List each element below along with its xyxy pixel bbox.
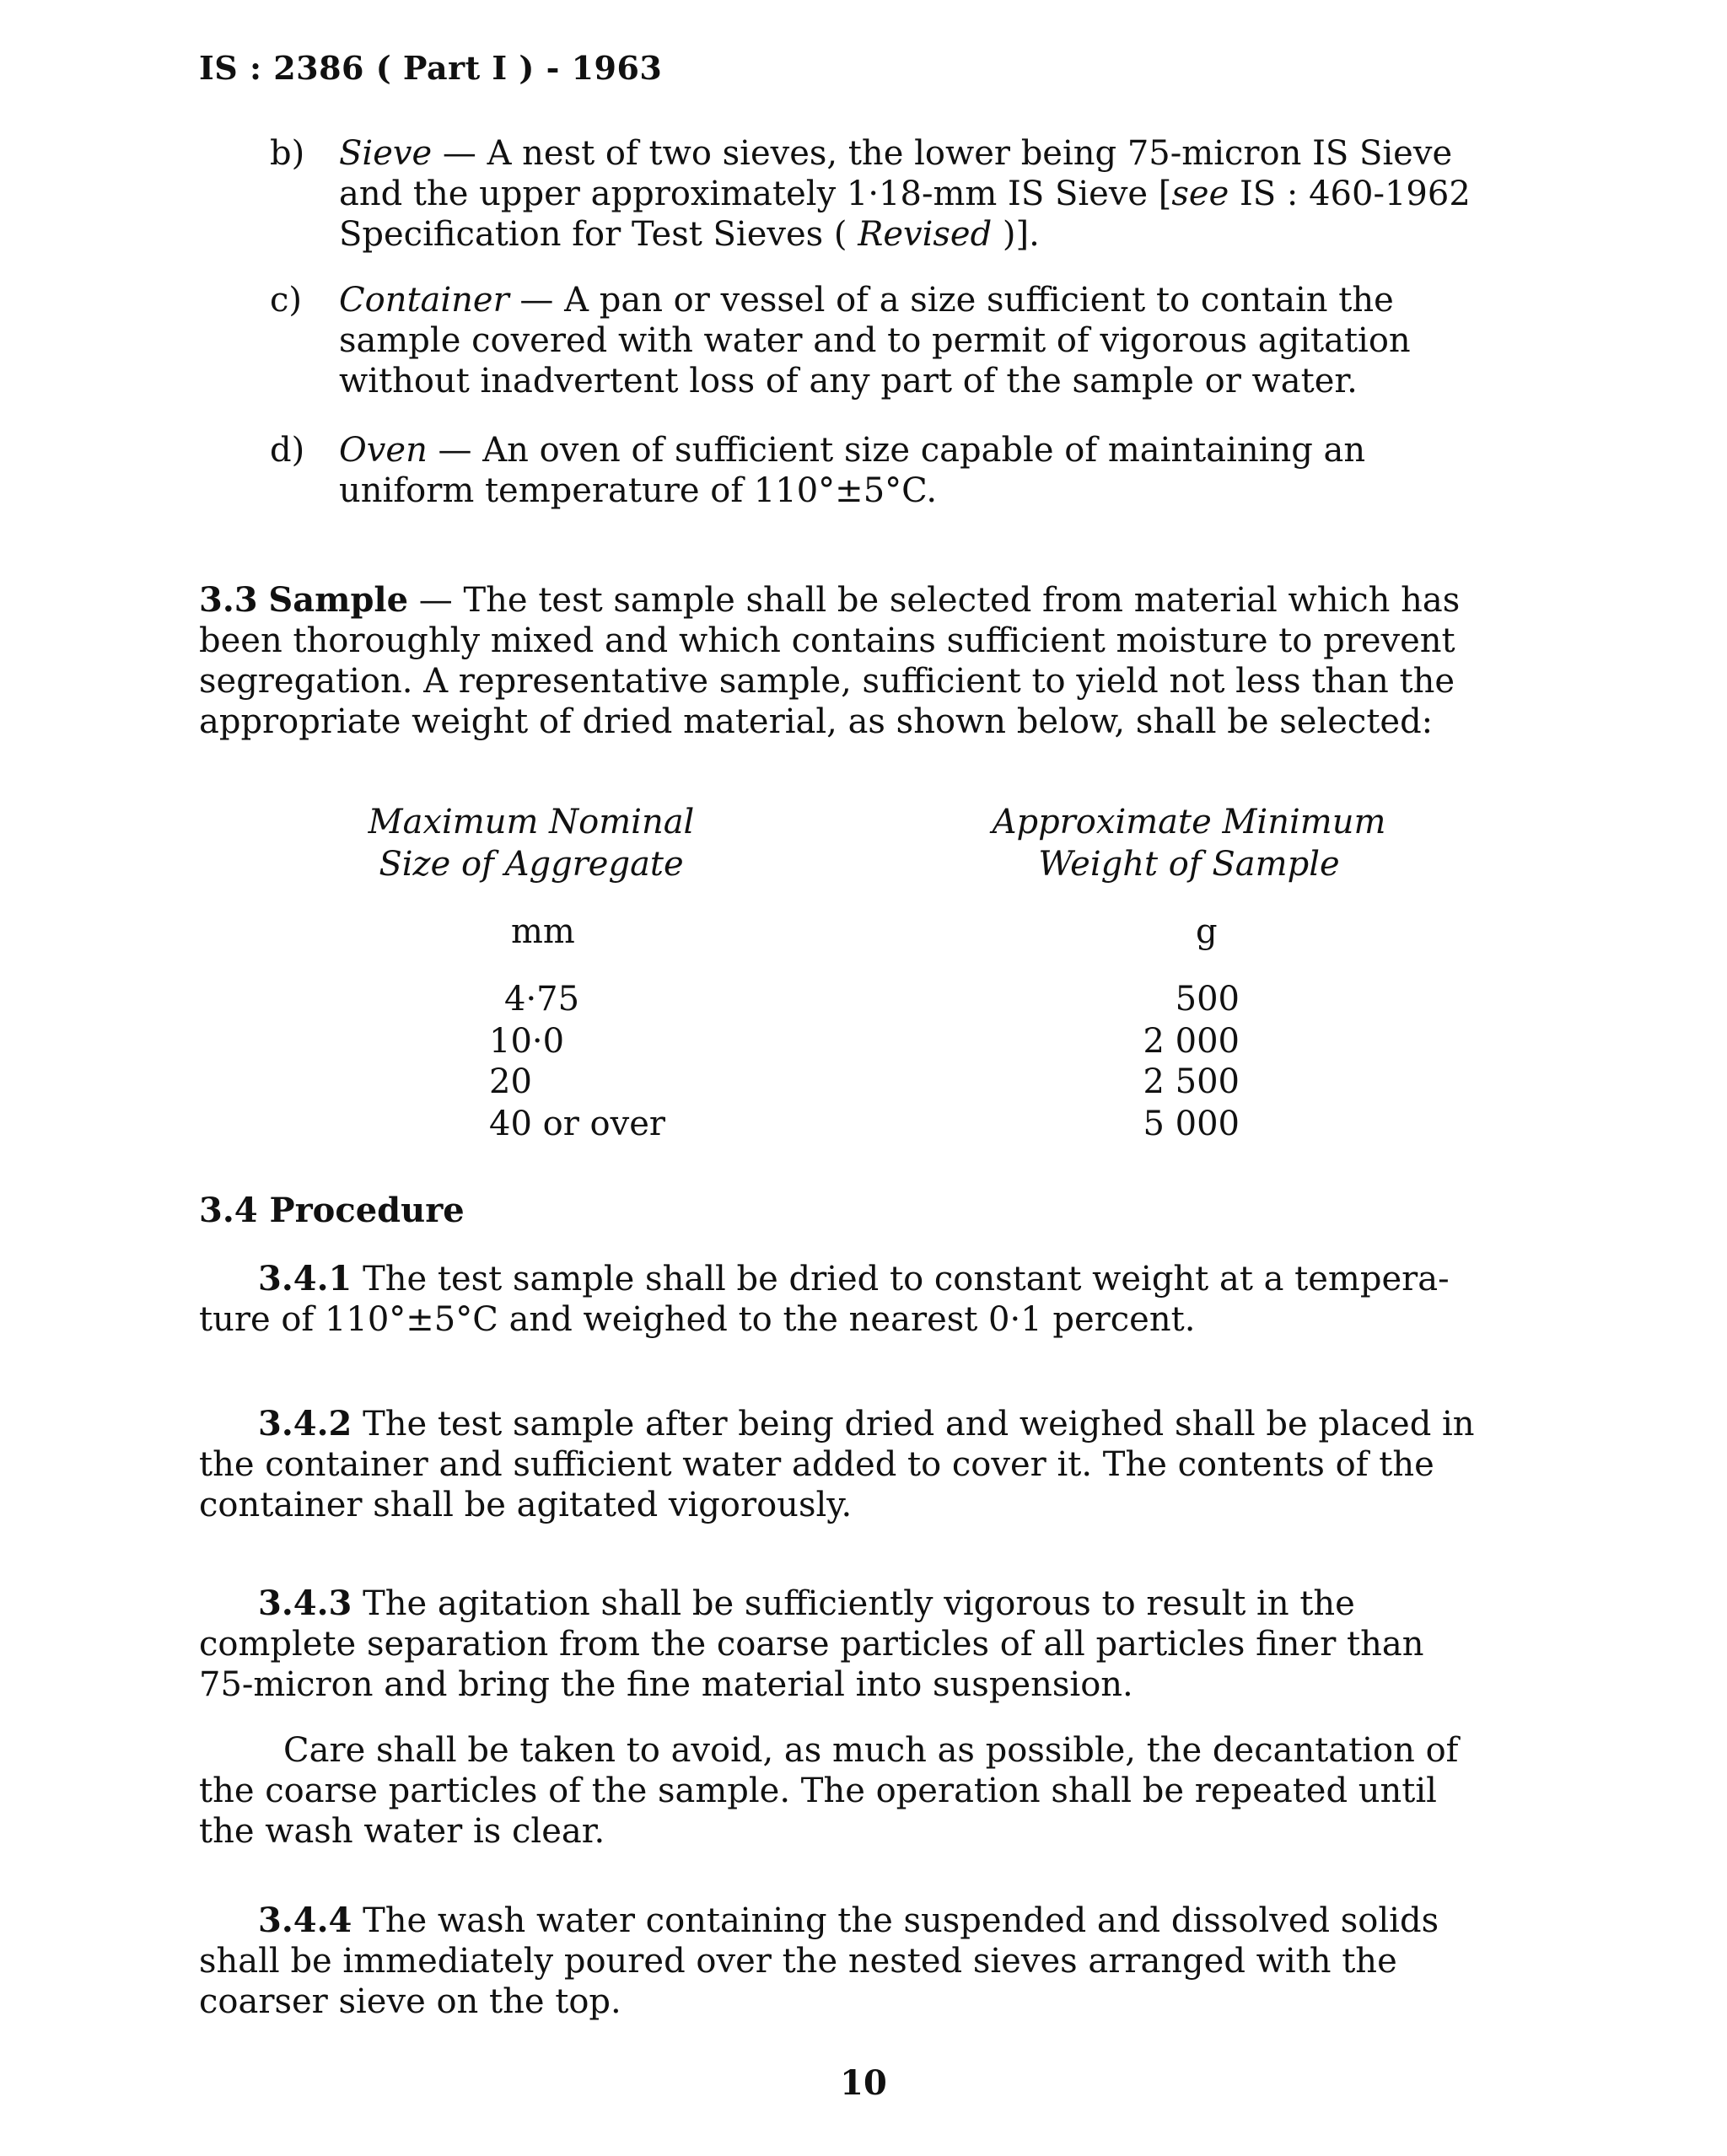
paragraph-3-4-3 xyxy=(199,1583,1540,1705)
text-line: container shall be agitated vigorously. xyxy=(199,1486,853,1524)
text-line xyxy=(339,430,1545,470)
text-line: segregation. A representative sample, sufficient to yield not less than the xyxy=(199,662,1455,701)
text-line: the container and sufficient water added to cover it. The contents of the xyxy=(199,1445,1434,1484)
text-line: coarser sieve on the top. xyxy=(199,1982,621,2021)
section-sample xyxy=(199,580,1540,742)
heading-line: Approximate Minimum xyxy=(992,803,1386,841)
paragraph-3-4-1 xyxy=(199,1259,1540,1340)
table-cell-weight: 5 000 xyxy=(1143,1105,1240,1143)
section-procedure-heading: 3.4 Procedure xyxy=(199,1191,465,1230)
paragraph-3-4-4 xyxy=(199,1901,1540,2022)
text-line: been thoroughly mixed and which contains sufficient moisture to prevent xyxy=(199,621,1455,660)
text-line: without inadvertent loss of any part of the sample or water. xyxy=(339,362,1358,401)
section-number: 3.3 xyxy=(199,580,258,620)
list-item-body xyxy=(339,133,1545,255)
paragraph-3-4-3-continued xyxy=(199,1730,1540,1852)
text-line: uniform temperature of 110°±5°C. xyxy=(339,471,938,510)
text-line xyxy=(339,174,1545,214)
table-cell-size: 20 xyxy=(489,1062,532,1101)
text-span: Specification for Test Sieves ( xyxy=(339,215,858,254)
text-span: The test sample shall be dried to constant weight at a tempera- xyxy=(352,1260,1450,1298)
table-cell-size: 4·75 xyxy=(504,980,580,1019)
paragraph-number: 3.4.1 xyxy=(258,1259,352,1298)
list-marker: c) xyxy=(270,281,303,320)
text-line xyxy=(199,1404,1540,1444)
paragraph-number: 3.4.4 xyxy=(258,1901,352,1940)
text-span: and the upper approximately 1·18-mm IS Sieve [ xyxy=(339,175,1172,213)
revised-note: Revised xyxy=(858,215,993,254)
table-cell-weight: 2 000 xyxy=(1143,1022,1240,1061)
section-title: Sample xyxy=(268,580,409,620)
paragraph-number: 3.4.3 xyxy=(258,1583,352,1623)
table-cell-size: 10·0 xyxy=(489,1022,565,1061)
text-line: shall be immediately poured over the nested sieves arranged with the xyxy=(199,1942,1397,1981)
text-line: sample covered with water and to permit of vigorous agitation xyxy=(339,321,1411,360)
list-marker: d) xyxy=(270,431,305,470)
text-line xyxy=(199,580,1540,621)
see-reference: see xyxy=(1171,175,1229,213)
table-col1-heading xyxy=(320,801,742,885)
text-line xyxy=(199,1901,1540,1941)
text-line: 75-micron and bring the fine material into suspension. xyxy=(199,1665,1133,1704)
heading-line: Size of Aggregate xyxy=(379,845,684,884)
text-span: )]. xyxy=(992,215,1040,254)
text-span: The test sample after being dried and weighed shall be placed in xyxy=(352,1405,1475,1444)
list-item-body xyxy=(339,280,1545,401)
text-line xyxy=(339,214,1545,255)
text-line: Care shall be taken to avoid, as much as possible, the decantation of xyxy=(283,1731,1459,1770)
text-span: The agitation shall be sufficiently vigorous to result in the xyxy=(352,1584,1355,1623)
standard-header: IS : 2386 ( Part I ) - 1963 xyxy=(199,49,663,87)
text-line xyxy=(199,1583,1540,1624)
text-span: — An oven of sufficient size capable of maintaining an xyxy=(427,431,1366,470)
text-span: — A pan or vessel of a size sufficient to contain the xyxy=(508,281,1394,320)
paragraph-number: 3.4.2 xyxy=(258,1404,352,1444)
text-line: the wash water is clear. xyxy=(199,1812,605,1851)
text-line: complete separation from the coarse particles of all particles finer than xyxy=(199,1625,1424,1664)
list-marker: b) xyxy=(270,134,305,173)
list-item-body xyxy=(339,430,1545,511)
text-span: The wash water containing the suspended and dissolved solids xyxy=(352,1901,1439,1940)
page-number: 10 xyxy=(840,2063,887,2103)
text-line xyxy=(339,133,1545,174)
unit-g: g xyxy=(1196,912,1218,951)
text-line: appropriate weight of dried material, as shown below, shall be selected: xyxy=(199,702,1434,741)
unit-mm: mm xyxy=(511,912,575,951)
text-line: ture of 110°±5°C and weighed to the nearest 0·1 percent. xyxy=(199,1300,1196,1339)
heading-line: Maximum Nominal xyxy=(368,803,695,841)
table-col2-heading xyxy=(953,801,1425,885)
text-line: the coarse particles of the sample. The operation shall be repeated until xyxy=(199,1772,1437,1810)
text-span: — A nest of two sieves, the lower being 75-micron IS Sieve xyxy=(432,134,1453,173)
text-line xyxy=(339,280,1545,320)
term-oven: Oven xyxy=(339,431,428,470)
text-span: — The test sample shall be selected from material which has xyxy=(408,581,1461,620)
table-cell-weight: 2 500 xyxy=(1143,1062,1240,1101)
text-line xyxy=(199,1259,1540,1299)
term-container: Container xyxy=(339,281,509,320)
heading-line: Weight of Sample xyxy=(1038,845,1340,884)
table-cell-weight: 500 xyxy=(1175,980,1240,1019)
paragraph-3-4-2 xyxy=(199,1404,1540,1525)
table-cell-size: 40 or over xyxy=(489,1105,666,1143)
term-sieve: Sieve xyxy=(339,134,433,173)
text-span: IS : 460-1962 xyxy=(1229,175,1471,213)
